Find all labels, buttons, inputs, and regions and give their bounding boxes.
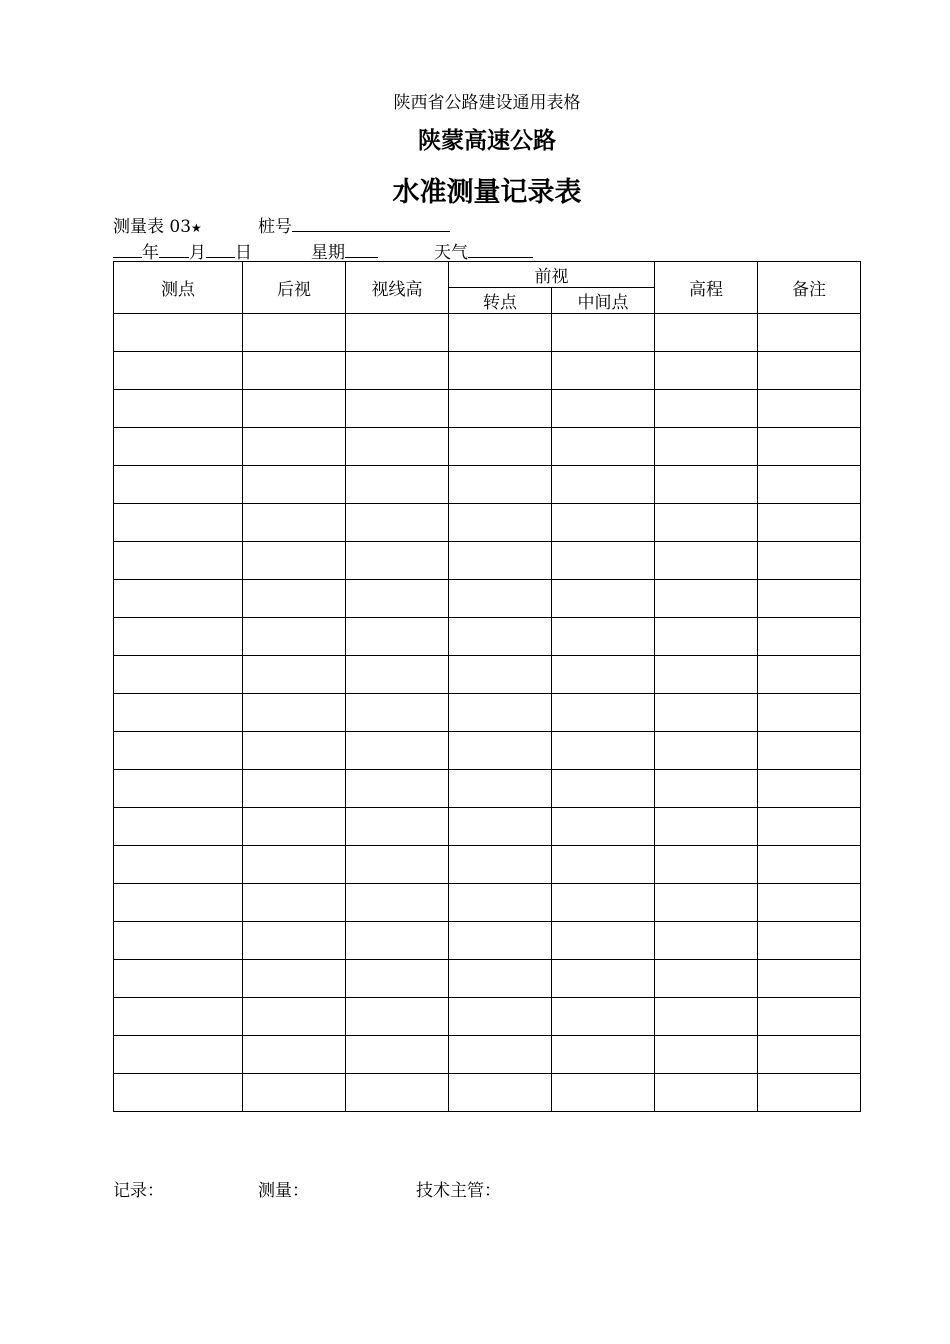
- table-cell[interactable]: [114, 846, 243, 884]
- form-code-text: 测量表 03: [113, 217, 192, 237]
- table-row: [114, 1036, 861, 1074]
- table-cell[interactable]: [655, 1036, 758, 1074]
- table-cell[interactable]: [114, 732, 243, 770]
- header-elevation: 高程: [655, 262, 758, 314]
- project-name: 陕蒙高速公路: [418, 128, 556, 154]
- table-cell[interactable]: [655, 694, 758, 732]
- table-cell[interactable]: [552, 390, 655, 428]
- table-cell[interactable]: [552, 580, 655, 618]
- table-cell[interactable]: [346, 542, 449, 580]
- table-cell[interactable]: [346, 846, 449, 884]
- table-cell[interactable]: [552, 694, 655, 732]
- table-cell[interactable]: [346, 618, 449, 656]
- table-cell[interactable]: [758, 1036, 861, 1074]
- star-icon: ★: [191, 221, 202, 235]
- table-cell[interactable]: [552, 656, 655, 694]
- table-cell[interactable]: [758, 846, 861, 884]
- table-cell[interactable]: [449, 542, 552, 580]
- table-cell[interactable]: [346, 694, 449, 732]
- table-cell[interactable]: [552, 542, 655, 580]
- table-cell[interactable]: [449, 656, 552, 694]
- table-cell[interactable]: [243, 922, 346, 960]
- table-cell[interactable]: [758, 884, 861, 922]
- table-cell[interactable]: [449, 884, 552, 922]
- table-cell[interactable]: [243, 732, 346, 770]
- table-cell[interactable]: [243, 580, 346, 618]
- table-cell[interactable]: [243, 542, 346, 580]
- table-cell[interactable]: [243, 618, 346, 656]
- table-cell[interactable]: [346, 998, 449, 1036]
- table-row: [114, 352, 861, 390]
- table-cell[interactable]: [449, 922, 552, 960]
- weekday-blank[interactable]: [345, 240, 378, 258]
- table-cell[interactable]: [655, 808, 758, 846]
- table-cell[interactable]: [114, 314, 243, 352]
- table-cell[interactable]: [114, 390, 243, 428]
- table-cell[interactable]: [552, 732, 655, 770]
- table-row: [114, 1074, 861, 1112]
- table-row: [114, 314, 861, 352]
- table-cell[interactable]: [655, 352, 758, 390]
- table-cell[interactable]: [655, 846, 758, 884]
- month-label: 月: [189, 243, 206, 263]
- table-cell[interactable]: [758, 580, 861, 618]
- table-cell[interactable]: [449, 390, 552, 428]
- table-row: [114, 390, 861, 428]
- table-cell[interactable]: [243, 846, 346, 884]
- year-blank[interactable]: [113, 240, 142, 258]
- table-cell[interactable]: [243, 504, 346, 542]
- table-cell[interactable]: [243, 998, 346, 1036]
- table-cell[interactable]: [552, 922, 655, 960]
- table-cell[interactable]: [449, 694, 552, 732]
- table-cell[interactable]: [114, 808, 243, 846]
- table-cell[interactable]: [449, 580, 552, 618]
- table-cell[interactable]: [114, 998, 243, 1036]
- weather-label: 天气: [434, 243, 468, 263]
- table-row: [114, 618, 861, 656]
- table-cell[interactable]: [449, 466, 552, 504]
- table-cell[interactable]: [449, 618, 552, 656]
- table-cell[interactable]: [758, 922, 861, 960]
- table-cell[interactable]: [552, 466, 655, 504]
- table-cell[interactable]: [114, 580, 243, 618]
- table-cell[interactable]: [114, 428, 243, 466]
- table-cell[interactable]: [655, 618, 758, 656]
- table-cell[interactable]: [758, 352, 861, 390]
- table-cell[interactable]: [346, 884, 449, 922]
- table-cell[interactable]: [449, 960, 552, 998]
- form-series-heading: 陕西省公路建设通用表格: [393, 93, 581, 113]
- table-cell[interactable]: [243, 1036, 346, 1074]
- table-row: [114, 808, 861, 846]
- day-blank[interactable]: [206, 240, 235, 258]
- table-cell[interactable]: [243, 1074, 346, 1112]
- table-cell[interactable]: [552, 884, 655, 922]
- table-cell[interactable]: [114, 504, 243, 542]
- year-label: 年: [142, 243, 159, 263]
- table-cell[interactable]: [758, 960, 861, 998]
- table-body: [114, 314, 861, 1112]
- table-cell[interactable]: [449, 732, 552, 770]
- table-cell[interactable]: [552, 352, 655, 390]
- table-row: [114, 656, 861, 694]
- table-cell[interactable]: [346, 1074, 449, 1112]
- header-turning-point: 转点: [449, 288, 552, 314]
- table-cell[interactable]: [655, 922, 758, 960]
- table-cell[interactable]: [346, 1036, 449, 1074]
- table-row: [114, 694, 861, 732]
- table-cell[interactable]: [655, 542, 758, 580]
- table-cell[interactable]: [346, 732, 449, 770]
- table-row: [114, 580, 861, 618]
- table-cell[interactable]: [758, 1074, 861, 1112]
- station-label: 桩号: [258, 217, 292, 237]
- table-cell[interactable]: [114, 922, 243, 960]
- table-cell[interactable]: [114, 656, 243, 694]
- table-cell[interactable]: [552, 960, 655, 998]
- weekday-field: [311, 238, 378, 263]
- table-cell[interactable]: [449, 1036, 552, 1074]
- table-cell[interactable]: [758, 694, 861, 732]
- table-cell[interactable]: [114, 694, 243, 732]
- date-line: [113, 238, 252, 263]
- table-cell[interactable]: [449, 846, 552, 884]
- table-row: [114, 960, 861, 998]
- table-cell[interactable]: [655, 466, 758, 504]
- table-cell[interactable]: [243, 960, 346, 998]
- day-label: 日: [235, 243, 252, 263]
- table-cell[interactable]: [114, 542, 243, 580]
- table-cell[interactable]: [655, 504, 758, 542]
- table-cell[interactable]: [655, 960, 758, 998]
- table-cell[interactable]: [449, 504, 552, 542]
- table-cell[interactable]: [758, 428, 861, 466]
- table-cell[interactable]: [346, 504, 449, 542]
- table-cell[interactable]: [758, 656, 861, 694]
- form-code: [113, 212, 202, 237]
- table-cell[interactable]: [552, 770, 655, 808]
- table-cell[interactable]: [449, 1074, 552, 1112]
- header-remarks: 备注: [758, 262, 861, 314]
- table-cell[interactable]: [243, 808, 346, 846]
- station-blank[interactable]: [292, 214, 450, 232]
- table-cell[interactable]: [758, 314, 861, 352]
- table-cell[interactable]: [346, 428, 449, 466]
- table-cell[interactable]: [243, 390, 346, 428]
- table-cell[interactable]: [346, 352, 449, 390]
- station-field: [258, 212, 450, 237]
- table-cell[interactable]: [243, 466, 346, 504]
- weather-field: [434, 238, 533, 263]
- table-cell[interactable]: [346, 314, 449, 352]
- table-cell[interactable]: [114, 618, 243, 656]
- table-cell[interactable]: [552, 846, 655, 884]
- table-cell[interactable]: [758, 732, 861, 770]
- table-row: [114, 998, 861, 1036]
- table-cell[interactable]: [552, 808, 655, 846]
- table-cell[interactable]: [243, 770, 346, 808]
- month-blank[interactable]: [159, 240, 189, 258]
- table-cell[interactable]: [449, 998, 552, 1036]
- table-cell[interactable]: [243, 694, 346, 732]
- table-row: [114, 770, 861, 808]
- header-point: 测点: [114, 262, 243, 314]
- table-cell[interactable]: [346, 656, 449, 694]
- table-cell[interactable]: [114, 466, 243, 504]
- table-cell[interactable]: [449, 808, 552, 846]
- table-cell[interactable]: [655, 390, 758, 428]
- table-row: [114, 846, 861, 884]
- table-cell[interactable]: [243, 656, 346, 694]
- table-row: [114, 466, 861, 504]
- table-cell[interactable]: [552, 504, 655, 542]
- table-row: [114, 884, 861, 922]
- table-cell[interactable]: [758, 542, 861, 580]
- form-title: 水准测量记录表: [392, 177, 582, 208]
- header-instrument-height: 视线高: [346, 262, 449, 314]
- table-cell[interactable]: [758, 808, 861, 846]
- table-cell[interactable]: [114, 352, 243, 390]
- table-cell[interactable]: [655, 580, 758, 618]
- table-row: [114, 732, 861, 770]
- table-cell[interactable]: [346, 390, 449, 428]
- table-cell[interactable]: [114, 1074, 243, 1112]
- table-cell[interactable]: [346, 808, 449, 846]
- table-cell[interactable]: [758, 390, 861, 428]
- table-cell[interactable]: [552, 998, 655, 1036]
- table-cell[interactable]: [449, 428, 552, 466]
- table-cell[interactable]: [758, 618, 861, 656]
- table-cell[interactable]: [346, 960, 449, 998]
- header-foresight: 前视: [449, 262, 655, 288]
- surveyor-signature: 测量：: [258, 1181, 309, 1201]
- table-cell[interactable]: [758, 770, 861, 808]
- table-row: [114, 922, 861, 960]
- table-cell[interactable]: [758, 466, 861, 504]
- table-cell[interactable]: [243, 428, 346, 466]
- table-cell[interactable]: [758, 504, 861, 542]
- table-cell[interactable]: [346, 580, 449, 618]
- table-cell[interactable]: [655, 998, 758, 1036]
- table-cell[interactable]: [655, 314, 758, 352]
- table-cell[interactable]: [552, 1074, 655, 1112]
- table-row: [114, 504, 861, 542]
- header-intermediate-point: 中间点: [552, 288, 655, 314]
- table-cell[interactable]: [114, 960, 243, 998]
- table-cell[interactable]: [114, 1036, 243, 1074]
- table-cell[interactable]: [346, 466, 449, 504]
- table-cell[interactable]: [449, 352, 552, 390]
- table-cell[interactable]: [114, 770, 243, 808]
- table-cell[interactable]: [552, 428, 655, 466]
- table-cell[interactable]: [449, 314, 552, 352]
- table-cell[interactable]: [758, 998, 861, 1036]
- weekday-label: 星期: [311, 243, 345, 263]
- weather-blank[interactable]: [468, 240, 533, 258]
- table-cell[interactable]: [346, 922, 449, 960]
- table-row: [114, 542, 861, 580]
- table-cell[interactable]: [655, 770, 758, 808]
- table-cell[interactable]: [655, 656, 758, 694]
- recorder-signature: 记录：: [113, 1181, 164, 1201]
- table-cell[interactable]: [449, 770, 552, 808]
- header-backsight: 后视: [243, 262, 346, 314]
- table-cell[interactable]: [655, 1074, 758, 1112]
- table-cell[interactable]: [243, 884, 346, 922]
- table-row: [114, 428, 861, 466]
- table-cell[interactable]: [655, 428, 758, 466]
- table-cell[interactable]: [346, 770, 449, 808]
- table-cell[interactable]: [552, 314, 655, 352]
- table-cell[interactable]: [114, 884, 243, 922]
- table-cell[interactable]: [552, 618, 655, 656]
- supervisor-signature: 技术主管：: [416, 1181, 501, 1201]
- table-cell[interactable]: [655, 884, 758, 922]
- leveling-record-table: [113, 261, 861, 1112]
- table-cell[interactable]: [243, 314, 346, 352]
- table-cell[interactable]: [552, 1036, 655, 1074]
- table-cell[interactable]: [243, 352, 346, 390]
- table-cell[interactable]: [655, 732, 758, 770]
